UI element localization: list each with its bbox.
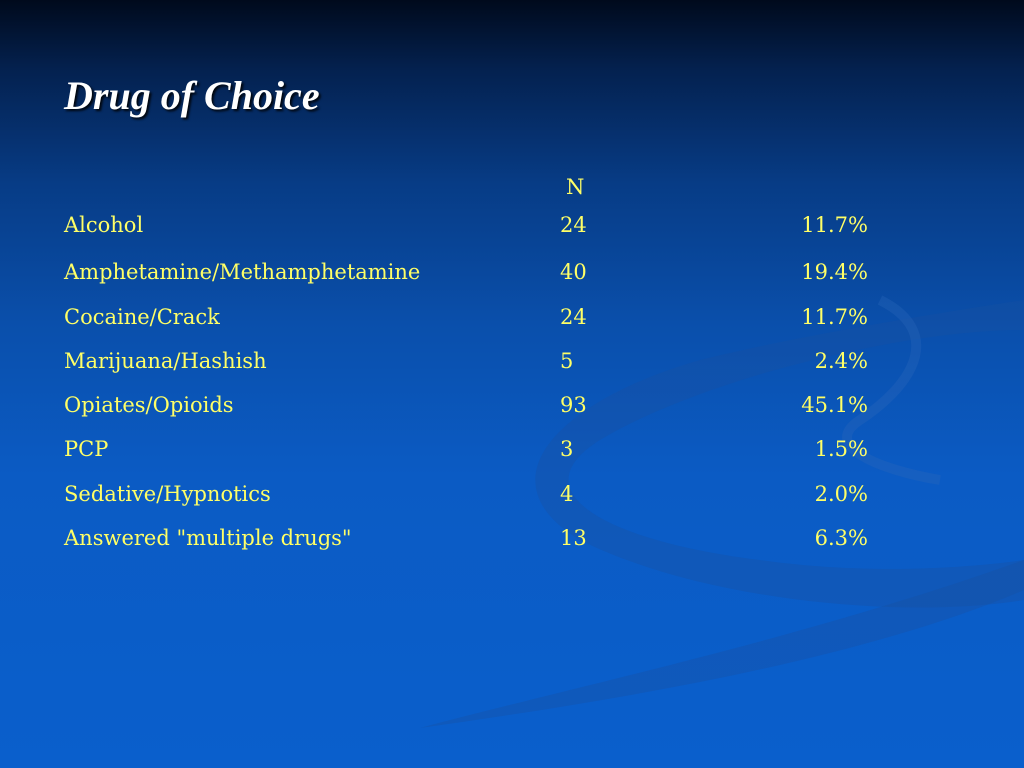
table-row-0-name: Alcohol xyxy=(64,213,144,237)
column-header-n: N xyxy=(566,175,585,199)
table-row-5-pct: 1.5% xyxy=(814,437,868,461)
table-row-4-n: 93 xyxy=(560,393,587,417)
table-row-1-name: Amphetamine/Methamphetamine xyxy=(64,260,421,284)
table-row-1-pct: 19.4% xyxy=(801,260,868,284)
table-row-7-name: Answered "multiple drugs" xyxy=(64,526,352,550)
table-row-5-name: PCP xyxy=(64,437,109,461)
table-row-3-n: 5 xyxy=(560,349,574,373)
table-row-1-n: 40 xyxy=(560,260,587,284)
table-row-3-name: Marijuana/Hashish xyxy=(64,349,267,373)
table-row-3-pct: 2.4% xyxy=(814,349,868,373)
table-row-4-name: Opiates/Opioids xyxy=(64,393,234,417)
table-row-0-n: 24 xyxy=(560,213,587,237)
table-row-7-n: 13 xyxy=(560,526,587,550)
table-row-4-pct: 45.1% xyxy=(801,393,868,417)
table-row-5-n: 3 xyxy=(560,437,574,461)
table-row-2-n: 24 xyxy=(560,305,587,329)
table-row-7-pct: 6.3% xyxy=(814,526,868,550)
table-row-2-name: Cocaine/Crack xyxy=(64,305,220,329)
drug-choice-table xyxy=(64,170,884,550)
table-row-2-pct: 11.7% xyxy=(801,305,868,329)
table-row-6-pct: 2.0% xyxy=(814,482,868,506)
table-row-0-pct: 11.7% xyxy=(801,213,868,237)
table-row-6-n: 4 xyxy=(560,482,574,506)
table-row-6-name: Sedative/Hypnotics xyxy=(64,482,271,506)
slide-title: Drug of Choice xyxy=(64,73,320,118)
